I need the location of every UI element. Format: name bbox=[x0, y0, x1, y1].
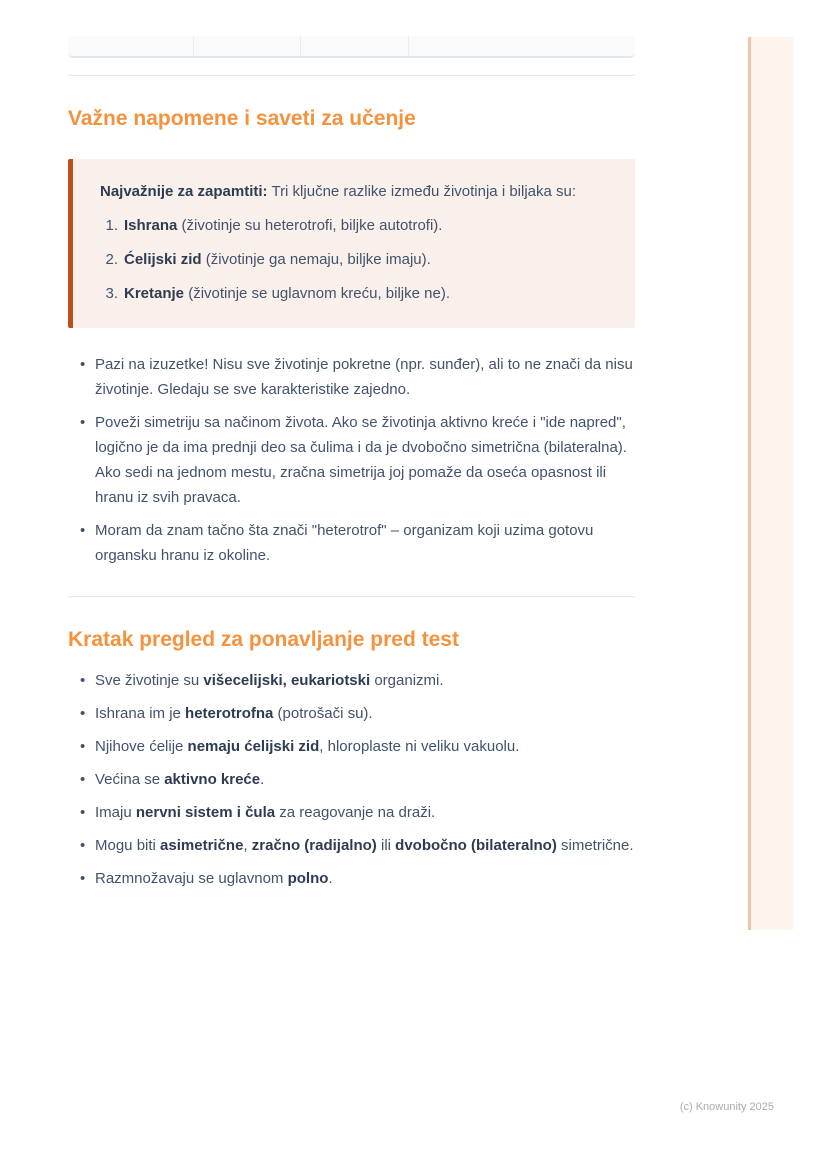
table-fragment-row bbox=[68, 36, 635, 58]
bullet-icon: • bbox=[80, 356, 86, 373]
bullet-list-item bbox=[68, 767, 635, 792]
review-list bbox=[68, 668, 635, 891]
bullet-list-item bbox=[68, 866, 635, 891]
section-title-review: Kratak pregled za ponavljanje pred test bbox=[68, 628, 459, 651]
bullet-list-item bbox=[68, 734, 635, 759]
bullet-list-item bbox=[68, 800, 635, 825]
list-text: Sve životinje su višecelijski, eukariotski organizmi. bbox=[95, 672, 444, 689]
bullet-icon: • bbox=[80, 705, 86, 722]
study-tips-list bbox=[68, 352, 635, 568]
bullet-icon: • bbox=[80, 804, 86, 821]
callout-intro: Najvažnije za zapamtiti: Tri ključne razlike između životinja i biljaka su: bbox=[100, 183, 577, 200]
key-points-callout bbox=[68, 159, 635, 328]
bullet-list-item bbox=[68, 410, 635, 510]
bullet-icon: • bbox=[80, 738, 86, 755]
bullet-list-item bbox=[68, 668, 635, 693]
numbered-list-item bbox=[100, 247, 611, 272]
table-cell bbox=[193, 36, 301, 56]
list-text: Njihove ćelije nemaju ćelijski zid, hloroplaste ni veliku vakuolu. bbox=[95, 738, 520, 755]
decorative-side-stripe bbox=[748, 37, 793, 930]
copyright-note: (c) Knowunity 2025 bbox=[679, 1101, 774, 1113]
list-text: Pazi na izuzetke! Nisu sve životinje pokretne (npr. sunđer), ali to ne znači da nisu životinje. Gledaju se sve karakteristike zajedno. bbox=[95, 356, 633, 398]
bullet-list-item bbox=[68, 518, 635, 568]
bullet-icon: • bbox=[80, 522, 86, 539]
bullet-list-item bbox=[68, 833, 635, 858]
list-text: Razmnožavaju se uglavnom polno. bbox=[95, 870, 333, 887]
list-text: Ishrana (životinje su heterotrofi, biljke autotrofi). bbox=[124, 217, 443, 234]
bullet-list-item bbox=[68, 352, 635, 402]
section-divider bbox=[68, 75, 635, 76]
callout-numbered-list bbox=[100, 213, 611, 306]
section-divider bbox=[68, 596, 635, 597]
list-text: Većina se aktivno kreće. bbox=[95, 771, 265, 788]
section-title-notes: Važne napomene i saveti za učenje bbox=[68, 107, 416, 130]
list-number: 1. bbox=[105, 217, 118, 234]
numbered-list-item bbox=[100, 281, 611, 306]
list-number: 3. bbox=[105, 285, 118, 302]
list-text: Ishrana im je heterotrofna (potrošači su). bbox=[95, 705, 373, 722]
list-text: Poveži simetriju sa načinom života. Ako se životinja aktivno kreće i "ide napred", logično je da ima prednji deo sa čulima i da je dvobočno simetrična (bilateralna). Ako sedi na jednom mestu, zračna simetrija joj pomaže da oseća opasnost ili hranu iz svih pravaca. bbox=[95, 414, 627, 506]
numbered-list-item bbox=[100, 213, 611, 238]
bullet-icon: • bbox=[80, 837, 86, 854]
bullet-icon: • bbox=[80, 771, 86, 788]
document-page bbox=[68, 0, 635, 899]
list-text: Imaju nervni sistem i čula za reagovanje na draži. bbox=[95, 804, 436, 821]
table-cell bbox=[408, 36, 635, 56]
table-cell bbox=[300, 36, 408, 56]
bullet-icon: • bbox=[80, 870, 86, 887]
list-text: Ćelijski zid (životinje ga nemaju, biljke imaju). bbox=[124, 251, 431, 268]
list-text: Mogu biti asimetrične, zračno (radijalno) ili dvobočno (bilateralno) simetrične. bbox=[95, 837, 634, 854]
bullet-icon: • bbox=[80, 672, 86, 689]
list-text: Moram da znam tačno šta znači "heterotrof" – organizam koji uzima gotovu organsku hranu iz okoline. bbox=[95, 522, 594, 564]
table-cell bbox=[68, 36, 193, 56]
bullet-icon: • bbox=[80, 414, 86, 431]
list-text: Kretanje (životinje se uglavnom kreću, biljke ne). bbox=[124, 285, 450, 302]
bullet-list-item bbox=[68, 701, 635, 726]
list-number: 2. bbox=[105, 251, 118, 268]
